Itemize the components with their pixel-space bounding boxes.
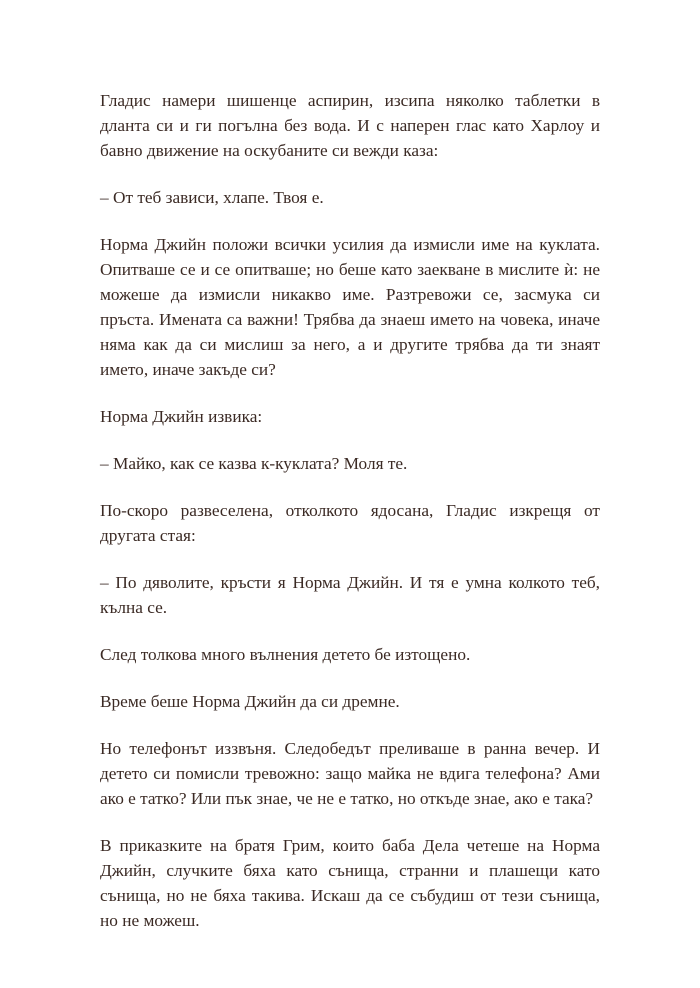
- paragraph-gladys-amused: По-скоро развеселена, отколкото ядосана, Гладис изкрещя от другата стая:: [100, 501, 600, 545]
- document-page: [100, 88, 600, 955]
- paragraph-norma-question: – Майко, как се казва к-куклата? Моля те.: [100, 454, 408, 473]
- paragraph-grimm-tales: В приказките на братя Грим, които баба Дела четеше на Норма Джийн, случките бяха като сънища, странни и плашещи като сънища, но не бяха такива. Искаш да се събудиш от тези сънища, но не можеш.: [100, 836, 600, 930]
- paragraph-child-exhausted: След толкова много вълнения детето бе изтощено.: [100, 645, 471, 664]
- paragraph-doll-name: Норма Джийн положи всички усилия да измисли име на куклата. Опитваше се и се опитваше; но беше като заекване в мислите ѝ: не можеше да измисли никакво име. Разтревожи се, засмука си пръста. Имената са важни! Трябва да знаеш името на човека, иначе няма как да си мислиш за него, а и другите трябва да ти знаят името, иначе закъде си?: [100, 235, 600, 379]
- paragraph-gladys-aspirin: Гладис намери шишенце аспирин, изсипа няколко таблетки в дланта си и ги погълна без вода. И с наперен глас като Харлоу и бавно движение на оскубаните си вежди каза:: [100, 91, 600, 160]
- paragraph-nap-time: Време беше Норма Джийн да си дремне.: [100, 692, 400, 711]
- paragraph-norma-shouts: Норма Джийн извика:: [100, 407, 263, 426]
- paragraph-gladys-speech-1: – От теб зависи, хлапе. Твоя е.: [100, 188, 324, 207]
- paragraph-gladys-speech-2: – По дяволите, кръсти я Норма Джийн. И тя е умна колкото теб, кълна се.: [100, 573, 600, 617]
- paragraph-phone-rang: Но телефонът иззвъня. Следобедът преливаше в ранна вечер. И детето си помисли тревожно: защо майка не вдига телефона? Ами ако е татко? Или пък знае, че не е татко, но откъде знае, ако е така?: [100, 739, 600, 808]
